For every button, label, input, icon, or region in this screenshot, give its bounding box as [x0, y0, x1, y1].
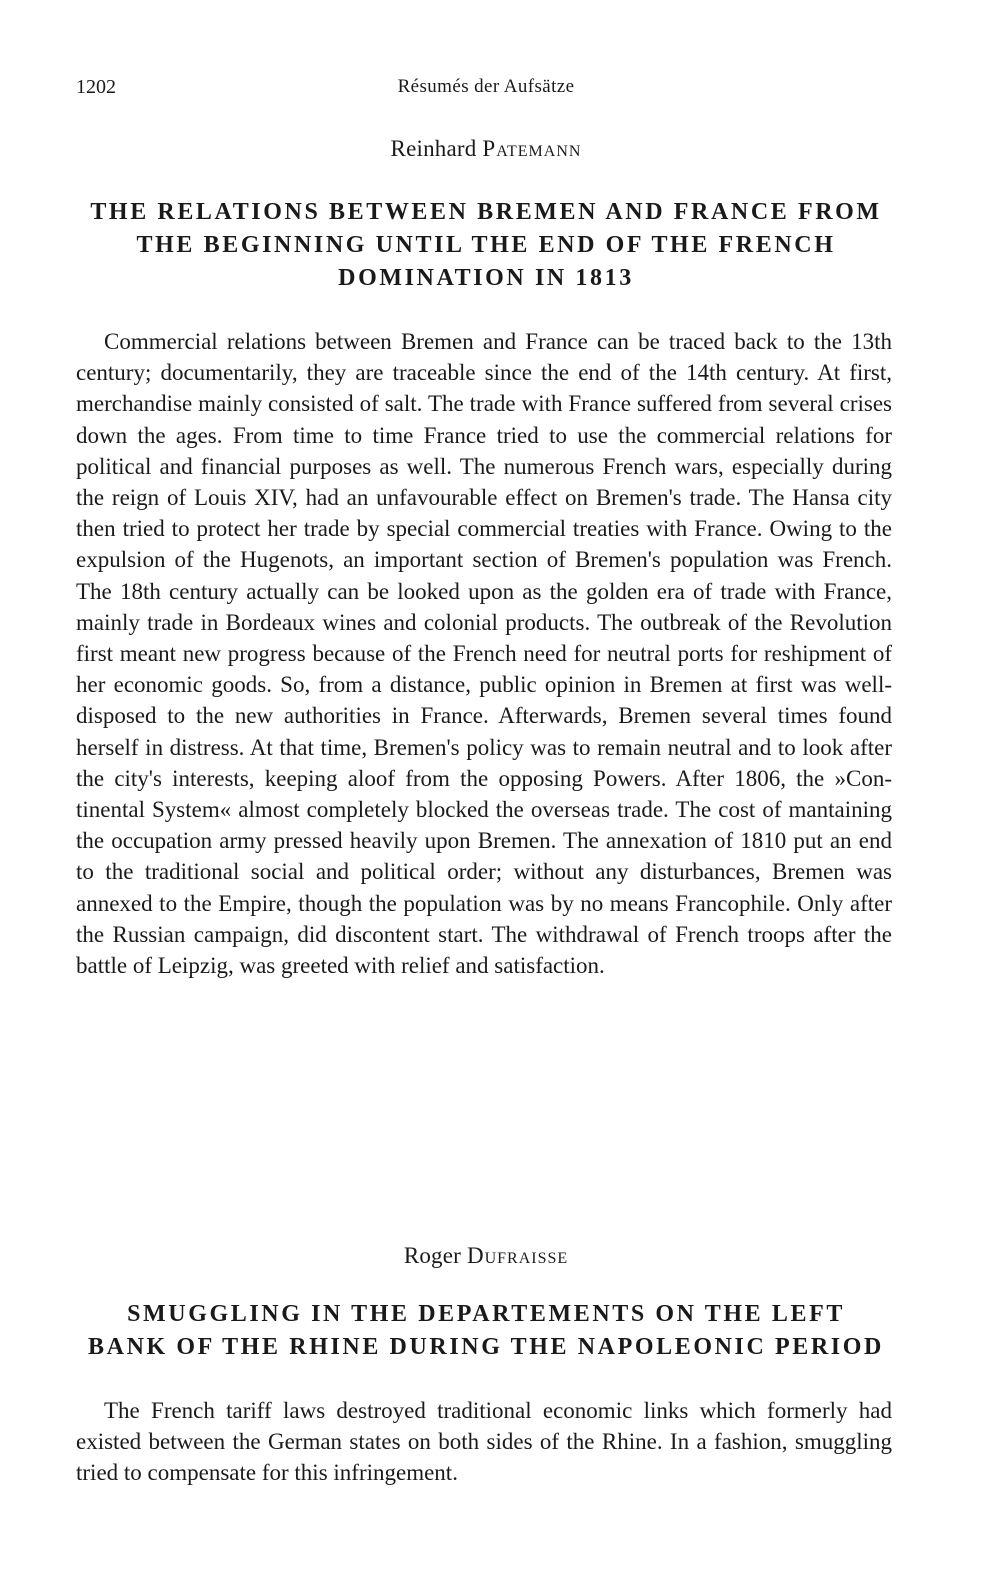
article-1-author-first-name: Reinhard	[390, 136, 477, 161]
article-1-title-line: THE RELATIONS BETWEEN BREMEN AND FRANCE FROM	[90, 199, 882, 225]
article-1-title-line: THE BEGINNING UNTIL THE END OF THE FRENCH	[136, 232, 836, 258]
article-1-title-line: DOMINATION IN 1813	[338, 265, 634, 291]
article-1-title	[76, 196, 896, 295]
article-1-author-last-name: Patemann	[482, 136, 582, 161]
article-2-title	[76, 1298, 896, 1364]
running-head	[76, 76, 896, 102]
article-2-abstract: The French tariff laws destroyed traditional economic links which formerly had existed between the German states on both sides of the Rhine. In a fashion, smuggling tried to compensate for this infringement.	[76, 1398, 892, 1486]
article-2-author-last-name: Dufraisse	[466, 1243, 569, 1268]
article-2-author	[76, 1243, 896, 1269]
running-title: Résumés der Aufsätze	[397, 76, 575, 97]
article-1-author	[76, 136, 896, 162]
article-2-author-first-name: Roger	[403, 1243, 462, 1268]
article-2-title-line: SMUGGLING IN THE DEPARTEMENTS ON THE LEFT	[127, 1301, 845, 1327]
article-1-abstract: Commercial relations between Bremen and France can be traced back to the 13th century; documentarily, they are traceable since the end of the 14th century. At first, merchandise mainly consisted of salt. The trade with France suffered from several crises down the ages. From time to time France tried to use the commercial relations for political and financial purposes as well. The numerous French wars, especially during the reign of Louis XIV, had an unfavourable effect on Bremen's trade. The Hansa city then tried to protect her trade by special commercial treaties with France. Owing to the expulsion of the Hugenots, an important section of Bremen's population was French. The 18th century actually can be looked upon as the golden era of trade with France, mainly trade in Bordeaux wines and colonial products. The outbreak of the Revolution first meant new progress because of the French need for neutral ports for reshipment of her economic goods. So, from a distance, public opinion in Bremen at first was well-disposed to the new authorities in France. Afterwards, Bremen several times found herself in distress. At that time, Bremen's policy was to remain neutral and to look after the city's interests, keeping aloof from the opposing Powers. After 1806, the »Continental System« almost completely blocked the overseas trade. The cost of mantaining the occupation army pressed heavily upon Bremen. The annexation of 1810 put an end to the traditional social and political order; without any disturbances, Bremen was annexed to the Empire, though the population was by no means Francophile. Only after the Russian campaign, did discontent start. The withdrawal of French troops after the battle of Leipzig, was greeted with relief and satisfaction.	[76, 329, 892, 979]
page-number: 1202	[76, 76, 116, 98]
article-2-title-line: BANK OF THE RHINE DURING THE NAPOLEONIC PERIOD	[88, 1334, 884, 1360]
